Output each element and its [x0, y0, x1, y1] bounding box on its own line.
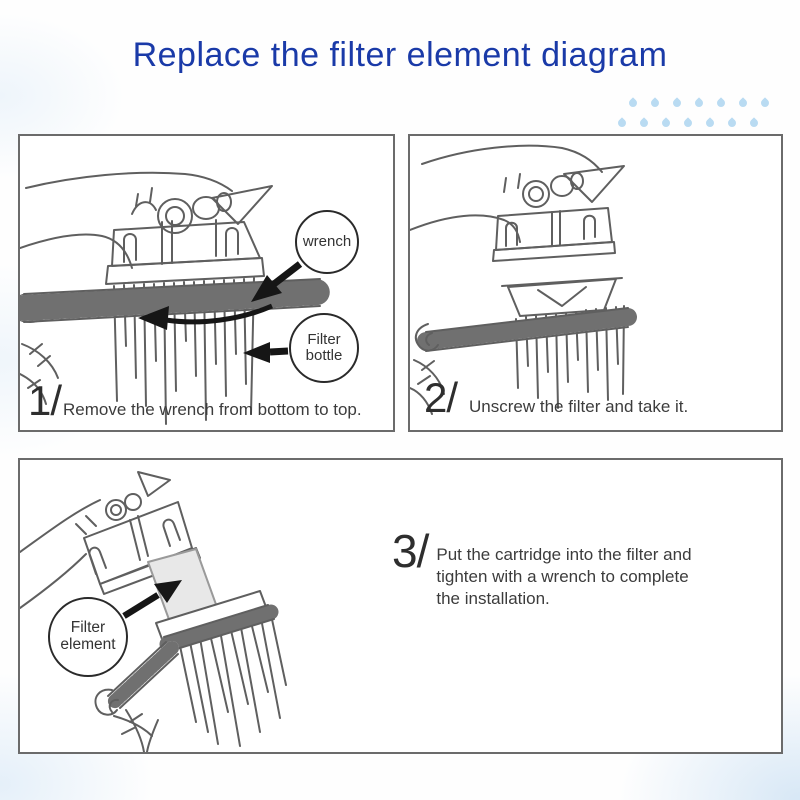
water-drop-icon: [693, 97, 704, 108]
water-drop-icon: [737, 97, 748, 108]
water-drop-icon: [660, 117, 671, 128]
water-drop-icon: [649, 97, 660, 108]
filter-head-drawing: [493, 166, 624, 261]
filter-element-label-bubble: [48, 597, 128, 677]
filter-element-label-line2: element: [60, 636, 116, 653]
wrench-label: wrench: [302, 232, 352, 250]
water-droplets-row-1: [629, 99, 769, 109]
step2-caption-text: Unscrew the filter and take it.: [469, 397, 689, 416]
step3-caption-text: [436, 544, 691, 610]
water-drop-icon: [715, 97, 726, 108]
water-drop-icon: [748, 117, 759, 128]
step1-number: 1/: [28, 377, 62, 424]
filter-bottle-label-line1: Filter: [307, 330, 341, 348]
water-drop-icon: [682, 117, 693, 128]
step3-caption-line2: tighten with a wrench to complete: [436, 567, 689, 587]
step1-caption-text: Remove the wrench from bottom to top.: [63, 400, 362, 419]
hand-drawing: [20, 500, 100, 608]
page-title: Replace the filter element diagram: [132, 36, 668, 74]
wrench-label-bubble: [295, 210, 359, 274]
water-droplets-row-2: [618, 119, 758, 129]
filter-bottle-label-line2: bottle: [305, 347, 343, 364]
water-drop-icon: [627, 97, 638, 108]
filter-element-label-line1: Filter: [70, 619, 106, 637]
step3-caption-line1: Put the cartridge into the filter and: [436, 545, 692, 564]
filter-bottle-label-bubble: [289, 313, 359, 383]
step2-caption: [424, 374, 688, 422]
step3-caption: [392, 525, 692, 610]
step2-number: 2/: [424, 374, 458, 421]
step1-panel: [18, 134, 395, 432]
strap-handle-hand-drawing: [114, 710, 158, 752]
filter-bottle-pointer-arrow: [243, 342, 288, 363]
step3-caption-line3: the installation.: [436, 589, 550, 609]
water-drop-icon: [704, 117, 715, 128]
water-drop-icon: [638, 117, 649, 128]
filter-head-drawing: [106, 186, 272, 284]
water-drop-icon: [726, 117, 737, 128]
water-drop-icon: [671, 97, 682, 108]
step3-number: 3/: [392, 525, 429, 577]
step3-panel: [18, 458, 783, 754]
water-drop-icon: [759, 97, 770, 108]
step1-caption: [28, 377, 362, 425]
hand-drawing: [20, 173, 232, 268]
step2-panel: [408, 134, 783, 432]
water-drop-icon: [616, 117, 627, 128]
